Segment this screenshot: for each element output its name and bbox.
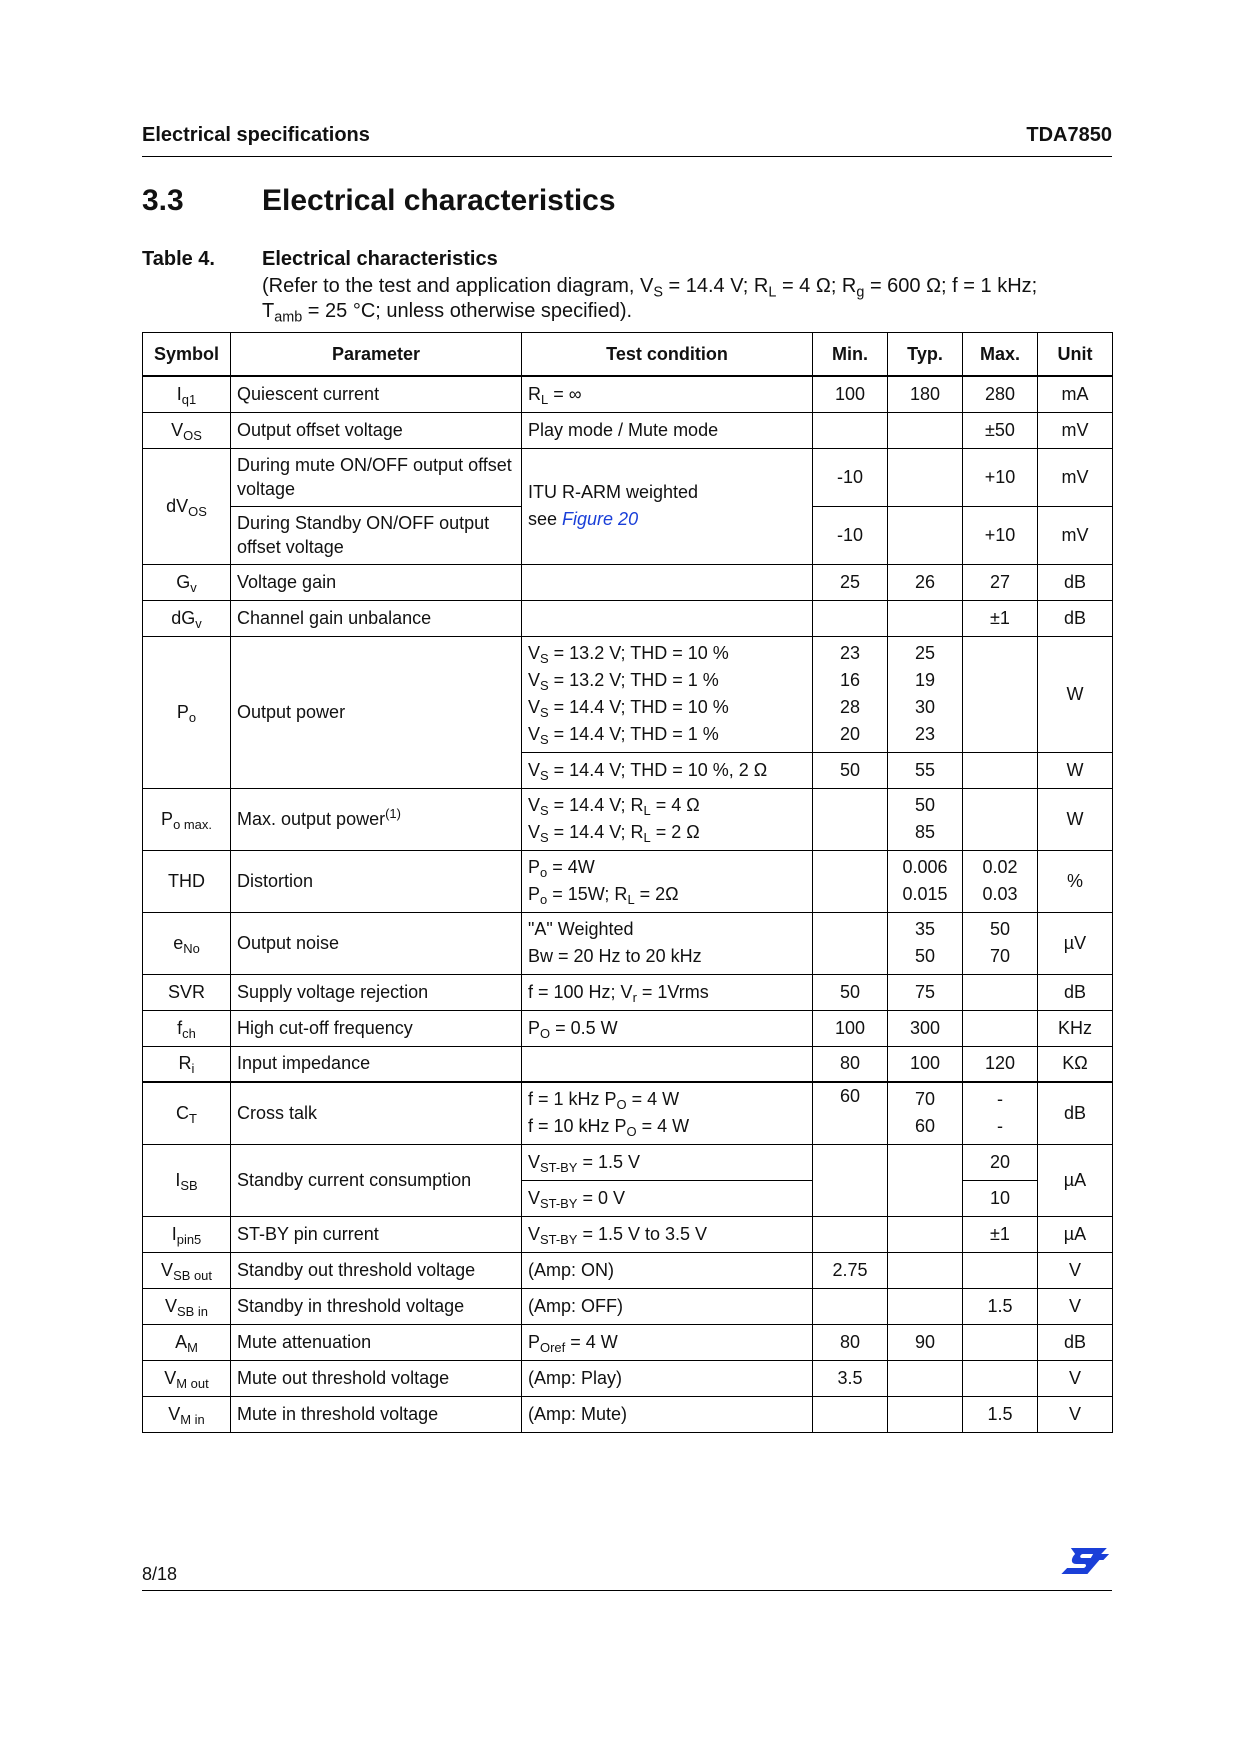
typ-cell (888, 448, 963, 506)
unit-cell: dB (1038, 600, 1113, 636)
min-cell (813, 788, 888, 850)
max-cell: 27 (963, 564, 1038, 600)
column-header-max: Max. (963, 333, 1038, 377)
condition-cell: (Amp: OFF) (522, 1288, 813, 1324)
max-cell (963, 788, 1038, 850)
min-cell: -10 (813, 506, 888, 564)
max-cell (963, 752, 1038, 788)
condition-cell: Play mode / Mute mode (522, 412, 813, 448)
table-title: Electrical characteristics (262, 248, 498, 270)
typ-cell: 55 (888, 752, 963, 788)
unit-cell: % (1038, 850, 1113, 912)
symbol-cell: $V_{M in}$ (143, 1396, 231, 1432)
condition-cell: $P_{Oref} = 4$ W (522, 1324, 813, 1360)
unit-cell: mV (1038, 448, 1113, 506)
table-row (143, 1046, 1113, 1082)
typ-cell: 300 (888, 1010, 963, 1046)
symbol-cell: $G_v$ (143, 564, 231, 600)
min-cell (813, 912, 888, 974)
condition-cell: $V_S = 13.2$ V; THD = 10 % $V_S = 13.2$ V; THD = 1 % $V_S = 14.4$ V; THD = 10 % $V_S = 14.4$ V; THD = 1 % (522, 636, 813, 752)
condition-cell: $P_o = 4W$ $P_o = 15W$; $R_L = 2\Omega$ (522, 850, 813, 912)
table-label: Table 4. (142, 248, 215, 270)
parameter-cell: Standby in threshold voltage (231, 1288, 522, 1324)
table-row (143, 600, 1113, 636)
max-cell (963, 1360, 1038, 1396)
unit-cell: mV (1038, 412, 1113, 448)
table-row (143, 1252, 1113, 1288)
min-cell: 3.5 (813, 1360, 888, 1396)
typ-cell: 35 50 (888, 912, 963, 974)
symbol-cell: $e_{No}$ (143, 912, 231, 974)
parameter-cell: Max. output power$^{(1)}$ (231, 788, 522, 850)
unit-cell: dB (1038, 1082, 1113, 1144)
typ-cell (888, 1252, 963, 1288)
column-header-symbol: Symbol (143, 333, 231, 377)
unit-cell: KΩ (1038, 1046, 1113, 1082)
unit-cell: V (1038, 1396, 1113, 1432)
typ-cell: 100 (888, 1046, 963, 1082)
max-cell: 50 70 (963, 912, 1038, 974)
condition-cell: (Amp: Play) (522, 1360, 813, 1396)
table-row (143, 1396, 1113, 1432)
condition-cell: $R_L$ = ∞ (522, 376, 813, 412)
page-number: 8/18 (142, 1564, 178, 1584)
table-row (143, 1360, 1113, 1396)
table-row (143, 850, 1113, 912)
page-footer (142, 1552, 1112, 1591)
min-cell: 100 (813, 376, 888, 412)
parameter-cell: During Standby ON/OFF output offset voltage (231, 506, 522, 564)
section-title: Electrical characteristics (262, 184, 616, 217)
max-cell (963, 1324, 1038, 1360)
min-cell (813, 412, 888, 448)
parameter-cell: ST-BY pin current (231, 1216, 522, 1252)
min-cell (813, 1216, 888, 1252)
parameter-cell: Output noise (231, 912, 522, 974)
max-cell (963, 1252, 1038, 1288)
max-cell (963, 636, 1038, 752)
min-cell: 50 (813, 974, 888, 1010)
unit-cell: mV (1038, 506, 1113, 564)
table-row (143, 1324, 1113, 1360)
parameter-cell: Voltage gain (231, 564, 522, 600)
unit-cell: µV (1038, 912, 1113, 974)
section-number: 3.3 (142, 184, 184, 217)
header-section-name: Electrical specifications (142, 124, 370, 146)
unit-cell: V (1038, 1360, 1113, 1396)
parameter-cell: During mute ON/OFF output offset voltage (231, 448, 522, 506)
table-row (143, 1010, 1113, 1046)
max-cell: +10 (963, 448, 1038, 506)
condition-cell: ITU R-ARM weighted see Figure 20 (522, 448, 813, 564)
min-cell: 2.75 (813, 1252, 888, 1288)
min-cell (813, 1288, 888, 1324)
parameter-cell: Standby out threshold voltage (231, 1252, 522, 1288)
symbol-cell: $I_{pin5}$ (143, 1216, 231, 1252)
table-row (143, 912, 1113, 974)
parameter-cell: Input impedance (231, 1046, 522, 1082)
min-cell (813, 1396, 888, 1432)
column-header-parameter: Parameter (231, 333, 522, 377)
condition-cell: "A" Weighted Bw = 20 Hz to 20 kHz (522, 912, 813, 974)
table-row (143, 636, 1113, 752)
typ-cell (888, 412, 963, 448)
condition-cell (522, 600, 813, 636)
min-cell: 50 (813, 752, 888, 788)
header-part-number: TDA7850 (1026, 124, 1112, 146)
table-row (143, 448, 1113, 506)
symbol-cell: $A_M$ (143, 1324, 231, 1360)
max-cell (963, 974, 1038, 1010)
max-cell: +10 (963, 506, 1038, 564)
max-cell: 1.5 (963, 1288, 1038, 1324)
unit-cell: dB (1038, 564, 1113, 600)
unit-cell: V (1038, 1252, 1113, 1288)
symbol-cell: $dG_v$ (143, 600, 231, 636)
table-row (143, 412, 1113, 448)
unit-cell: µA (1038, 1144, 1113, 1216)
parameter-cell: Distortion (231, 850, 522, 912)
parameter-cell: Mute out threshold voltage (231, 1360, 522, 1396)
parameter-cell: Standby current consumption (231, 1144, 522, 1216)
unit-cell: dB (1038, 974, 1113, 1010)
condition-cell (522, 564, 813, 600)
table-header-row (143, 333, 1113, 377)
condition-cell: $V_S = 14.4$ V; $R_L = 4$ Ω $V_S = 14.4$ V; $R_L = 2$ Ω (522, 788, 813, 850)
parameter-cell: Output power (231, 636, 522, 788)
table-row (143, 1288, 1113, 1324)
column-header-typ: Typ. (888, 333, 963, 377)
symbol-cell: $f_{ch}$ (143, 1010, 231, 1046)
symbol-cell: SVR (143, 974, 231, 1010)
max-cell: ±1 (963, 1216, 1038, 1252)
typ-cell (888, 600, 963, 636)
typ-cell: 0.006 0.015 (888, 850, 963, 912)
symbol-cell: $P_{o max.}$ (143, 788, 231, 850)
symbol-cell: $V_{M out}$ (143, 1360, 231, 1396)
typ-cell (888, 1216, 963, 1252)
typ-cell: 50 85 (888, 788, 963, 850)
condition-cell: f = 100 Hz; $V_r$ = 1Vrms (522, 974, 813, 1010)
max-cell: 120 (963, 1046, 1038, 1082)
table-row (143, 974, 1113, 1010)
typ-cell: 180 (888, 376, 963, 412)
symbol-cell: $V_{OS}$ (143, 412, 231, 448)
column-header-unit: Unit (1038, 333, 1113, 377)
typ-cell: 70 60 (888, 1082, 963, 1144)
typ-cell (888, 1396, 963, 1432)
max-cell: 0.02 0.03 (963, 850, 1038, 912)
min-cell (813, 600, 888, 636)
max-cell: ±1 (963, 600, 1038, 636)
symbol-cell: $C_T$ (143, 1082, 231, 1144)
max-cell: 280 (963, 376, 1038, 412)
condition-cell: (Amp: Mute) (522, 1396, 813, 1432)
min-cell: 25 (813, 564, 888, 600)
condition-cell: $V_{ST-BY} = 1.5$ V to 3.5 V (522, 1216, 813, 1252)
symbol-cell: THD (143, 850, 231, 912)
symbol-cell: $P_o$ (143, 636, 231, 788)
typ-cell: 26 (888, 564, 963, 600)
parameter-cell: Supply voltage rejection (231, 974, 522, 1010)
min-cell (813, 1144, 888, 1216)
unit-cell: mA (1038, 376, 1113, 412)
column-header-min: Min. (813, 333, 888, 377)
max-cell: ±50 (963, 412, 1038, 448)
unit-cell: W (1038, 636, 1113, 752)
st-logo-icon (1060, 1544, 1110, 1578)
symbol-cell: $I_{SB}$ (143, 1144, 231, 1216)
symbol-cell: $R_i$ (143, 1046, 231, 1082)
condition-cell: $P_O = 0.5$ W (522, 1010, 813, 1046)
parameter-cell: Mute in threshold voltage (231, 1396, 522, 1432)
table-row (143, 1216, 1113, 1252)
max-cell: - - (963, 1082, 1038, 1144)
unit-cell: W (1038, 788, 1113, 850)
typ-cell (888, 1288, 963, 1324)
min-cell: 80 (813, 1324, 888, 1360)
typ-cell (888, 1144, 963, 1216)
unit-cell: V (1038, 1288, 1113, 1324)
page-header (142, 120, 1112, 157)
parameter-cell: High cut-off frequency (231, 1010, 522, 1046)
condition-cell: $V_{ST-BY} = 1.5$ V (522, 1144, 813, 1180)
parameter-cell: Output offset voltage (231, 412, 522, 448)
column-header-test-condition: Test condition (522, 333, 813, 377)
min-cell: 100 (813, 1010, 888, 1046)
table-row (143, 1144, 1113, 1180)
figure-20-link[interactable]: Figure 20 (562, 509, 639, 529)
symbol-cell: $dV_{OS}$ (143, 448, 231, 564)
table-row (143, 788, 1113, 850)
table-row (143, 376, 1113, 412)
parameter-cell: Cross talk (231, 1082, 522, 1144)
unit-cell: KHz (1038, 1010, 1113, 1046)
max-cell: 10 (963, 1180, 1038, 1216)
typ-cell (888, 506, 963, 564)
condition-cell: $V_{ST-BY} = 0$ V (522, 1180, 813, 1216)
typ-cell: 90 (888, 1324, 963, 1360)
table-conditions-note: (Refer to the test and application diagram, $V_S = 14.4$ V; $R_L = 4$ Ω; $R_g = 600$ Ω; f = 1 kHz; $T_{amb} = 25$ °C; unless otherwise specified). (262, 275, 1038, 326)
parameter-cell: Quiescent current (231, 376, 522, 412)
max-cell: 1.5 (963, 1396, 1038, 1432)
min-cell (813, 850, 888, 912)
min-cell: 60 (813, 1082, 888, 1144)
condition-cell: f = 1 kHz $P_O = 4$ W f = 10 kHz $P_O = 4$ W (522, 1082, 813, 1144)
typ-cell: 75 (888, 974, 963, 1010)
typ-cell (888, 1360, 963, 1396)
condition-cell (522, 1046, 813, 1082)
symbol-cell: $I_{q1}$ (143, 376, 231, 412)
min-cell: 80 (813, 1046, 888, 1082)
min-cell: -10 (813, 448, 888, 506)
unit-cell: dB (1038, 1324, 1113, 1360)
unit-cell: W (1038, 752, 1113, 788)
table-row (143, 564, 1113, 600)
condition-cell: $V_S = 14.4$ V; THD = 10 %, 2 Ω (522, 752, 813, 788)
parameter-cell: Mute attenuation (231, 1324, 522, 1360)
parameter-cell: Channel gain unbalance (231, 600, 522, 636)
unit-cell: µA (1038, 1216, 1113, 1252)
max-cell: 20 (963, 1144, 1038, 1180)
typ-cell: 25 19 30 23 (888, 636, 963, 752)
condition-cell: (Amp: ON) (522, 1252, 813, 1288)
electrical-characteristics-table (142, 332, 1113, 1433)
max-cell (963, 1010, 1038, 1046)
symbol-cell: $V_{SB out}$ (143, 1252, 231, 1288)
symbol-cell: $V_{SB in}$ (143, 1288, 231, 1324)
table-row (143, 1082, 1113, 1144)
min-cell: 23 16 28 20 (813, 636, 888, 752)
